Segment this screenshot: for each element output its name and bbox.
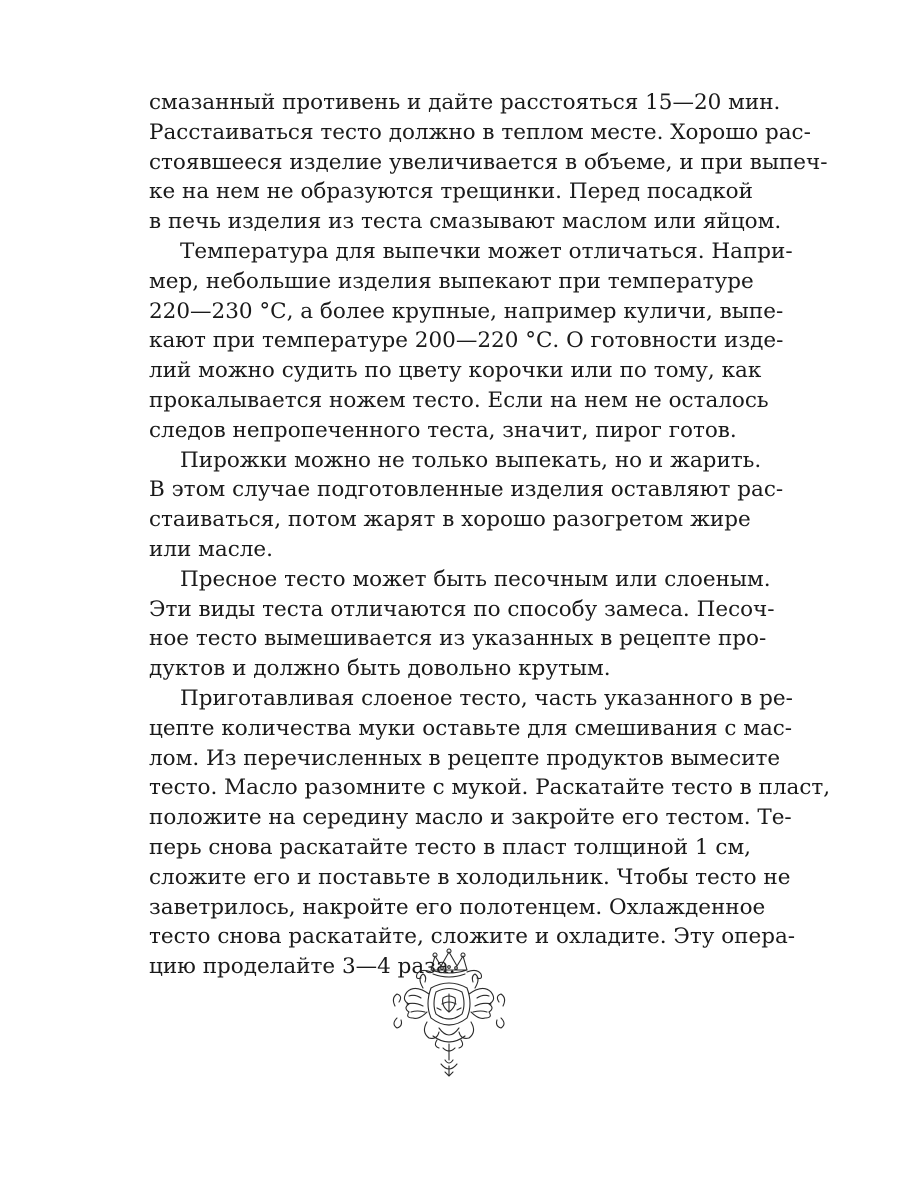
- text-line: или масле.: [149, 536, 273, 562]
- text-line: Пресное тесто может быть песочным или слоеным.: [180, 566, 771, 592]
- text-line: тесто снова раскатайте, сложите и охладите. Эту опера-: [149, 924, 796, 950]
- body-text: [149, 88, 831, 982]
- text-line: смазанный противень и дайте расстояться 15—20 мин.: [149, 90, 781, 115]
- text-line: сложите его и поставьте в холодильник. Чтобы тесто не: [149, 864, 791, 890]
- text-line: ке на нем не образуются трещинки. Перед посадкой: [149, 179, 753, 205]
- text-line: Пирожки можно не только выпекать, но и жарить.: [180, 447, 762, 473]
- text-line: заветрилось, накройте его полотенцем. Охлажденное: [149, 894, 766, 920]
- text-line: мер, небольшие изделия выпекают при температуре: [149, 268, 754, 294]
- text-line: положите на середину масло и закройте его тестом. Те-: [149, 805, 792, 831]
- text-line: Температура для выпечки может отличаться. Напри-: [180, 238, 793, 264]
- text-line: кают при температуре 200—220 °С. О готовности изде-: [149, 328, 784, 354]
- text-line: Эти виды теста отличаются по способу замеса. Песоч-: [149, 596, 775, 622]
- text-line: цепте количества муки оставьте для смешивания с мас-: [149, 715, 793, 741]
- text-line: дуктов и должно быть довольно крутым.: [149, 656, 611, 682]
- text-line: прокалывается ножем тесто. Если на нем не осталось: [149, 387, 769, 413]
- text-line: лий можно судить по цвету корочки или по тому, как: [149, 358, 762, 384]
- text-line: Расстаиваться тесто должно в теплом месте. Хорошо рас-: [149, 119, 811, 145]
- heraldic-crest-icon: [387, 948, 511, 1078]
- text-line: 220—230 °С, а более крупные, например куличи, выпе-: [149, 298, 784, 324]
- text-line: перь снова раскатайте тесто в пласт толщиной 1 см,: [149, 834, 752, 860]
- text-line: следов непропеченного теста, значит, пирог готов.: [149, 417, 737, 443]
- text-line: лом. Из перечисленных в рецепте продуктов вымесите: [149, 745, 781, 771]
- text-line: стоявшееся изделие увеличивается в объеме, и при выпеч-: [149, 149, 828, 175]
- text-line: ное тесто вымешивается из указанных в рецепте про-: [149, 626, 767, 652]
- text-line: В этом случае подготовленные изделия оставляют рас-: [149, 477, 784, 503]
- text-line: тесто. Масло разомните с мукой. Раскатайте тесто в пласт,: [149, 775, 831, 801]
- text-line: Приготавливая слоеное тесто, часть указанного в ре-: [180, 685, 793, 711]
- text-line: цию проделайте 3—4 раза.: [149, 954, 456, 980]
- text-line: в печь изделия из теста смазывают маслом или яйцом.: [149, 209, 782, 235]
- text-line: стаиваться, потом жарят в хорошо разогретом жире: [149, 507, 751, 533]
